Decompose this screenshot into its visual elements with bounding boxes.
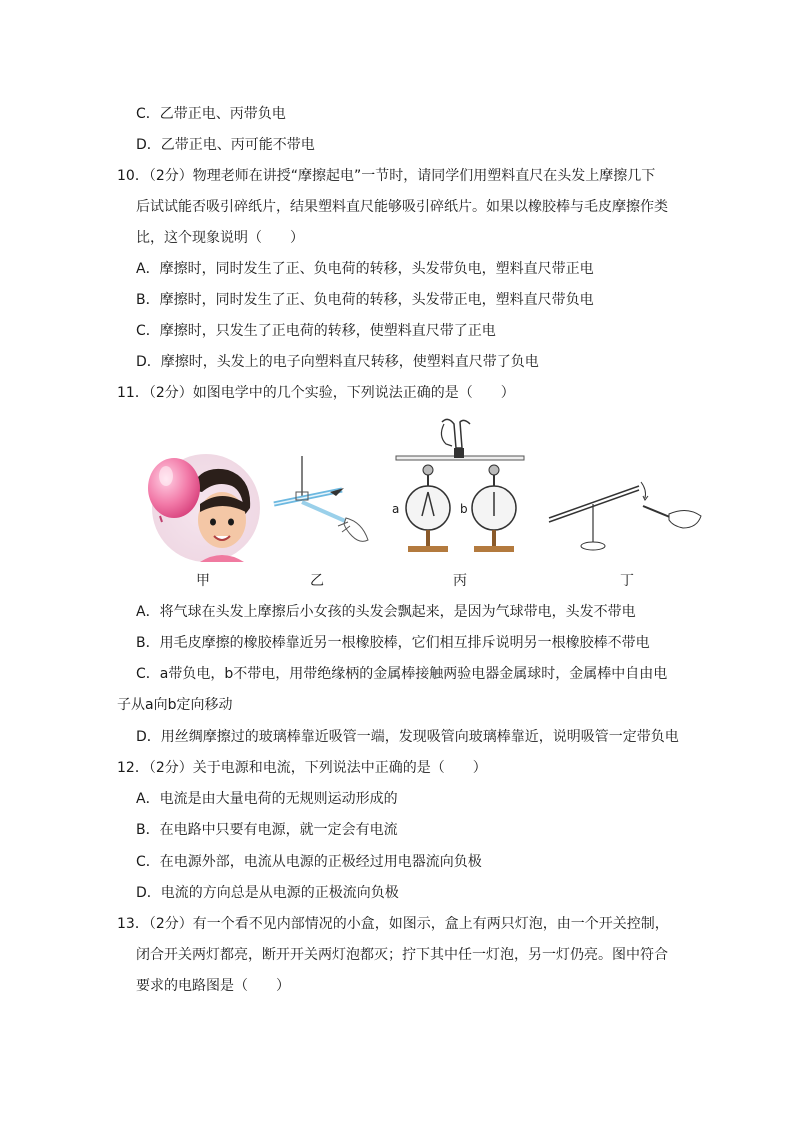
q11-option-c-line-2: 子从a向b定向移动 [117,697,233,713]
q10-stem-line-2: 后试试能否吸引碎纸片，结果塑料直尺能够吸引碎纸片。如果以橡胶棒与毛皮摩擦作类 [136,199,668,215]
q13-stem-line-1: 13．（2分）有一个看不见内部情况的小盒，如图示，盒上有两只灯泡，由一个开关控制， [117,916,669,932]
electroscope-label-a: a [392,502,400,516]
electroscope-label-b: b [460,502,468,516]
q12-option-b: B．在电路中只要有电源，就一定会有电流 [136,822,398,838]
electroscope-a [406,465,450,552]
q12-option-d: D．电流的方向总是从电源的正极流向负极 [136,885,399,901]
q12-stem: 12．（2分）关于电源和电流，下列说法中正确的是（ ） [117,760,487,776]
figure-rod-pivot [545,476,705,556]
q9-option-c: C．乙带正电、丙带负电 [136,106,286,122]
figure-balloon-girl [140,452,260,564]
q12-option-c: C．在电源外部，电流从电源的正极经过用电器流向负极 [136,854,482,870]
q10-option-b: B．摩擦时，同时发生了正、负电荷的转移，头发带正电，塑料直尺带负电 [136,292,594,308]
q11-option-a: A．将气球在头发上摩擦后小女孩的头发会飘起来，是因为气球带电，头发不带电 [136,604,636,620]
q10-option-d: D．摩擦时，头发上的电子向塑料直尺转移，使塑料直尺带了负电 [136,354,539,370]
figure-label-bing: 丙 [453,573,467,589]
q11-option-c-line-1: C．a带负电，b不带电，用带绝缘柄的金属棒接触两验电器金属球时，金属棒中自由电 [136,666,668,682]
figure-label-jia: 甲 [196,573,210,589]
q13-stem-line-2: 闭合开关两灯都亮，断开开关两灯泡都灭；拧下其中任一灯泡，另一灯仍亮。图中符合 [136,947,668,963]
q11-stem: 11．（2分）如图电学中的几个实验，下列说法正确的是（ ） [117,385,515,401]
figure-electroscopes [390,412,530,562]
q11-option-b: B．用毛皮摩擦的橡胶棒靠近另一根橡胶棒，它们相互排斥说明另一根橡胶棒不带电 [136,635,650,651]
q10-stem-line-1: 10．（2分）物理老师在讲授“摩擦起电”一节时，请同学们用塑料直尺在头发上摩擦几下 [117,168,656,184]
q9-option-d: D．乙带正电、丙可能不带电 [136,137,315,153]
figure-straw-rod [272,452,372,564]
q10-option-a: A．摩擦时，同时发生了正、负电荷的转移，头发带负电，塑料直尺带正电 [136,261,594,277]
figure-label-ding: 丁 [620,573,634,589]
figure-label-yi: 乙 [310,573,324,589]
q10-option-c: C．摩擦时，只发生了正电荷的转移，使塑料直尺带了正电 [136,323,496,339]
q12-option-a: A．电流是由大量电荷的无规则运动形成的 [136,791,398,807]
q13-stem-line-3: 要求的电路图是（ ） [136,978,290,994]
q11-option-d: D．用丝绸摩擦过的玻璃棒靠近吸管一端，发现吸管向玻璃棒靠近，说明吸管一定带负电 [136,729,679,745]
q10-stem-line-3: 比，这个现象说明（ ） [136,230,304,246]
electroscope-b [472,465,516,552]
